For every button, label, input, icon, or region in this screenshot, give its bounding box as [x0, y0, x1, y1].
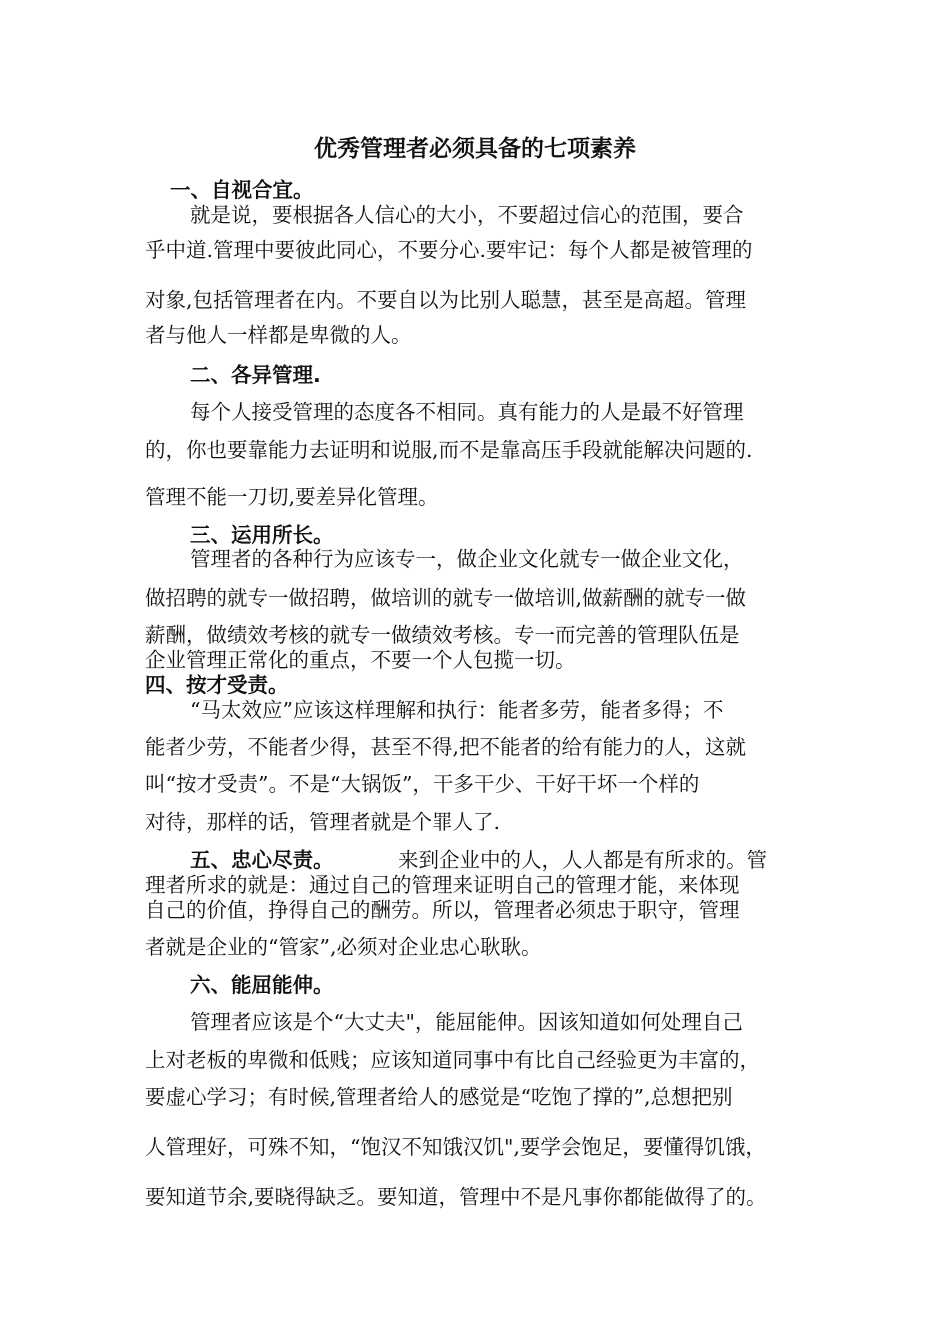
paragraph-line: 管理者应该是个“大丈夫"，能屈能伸。因该知道如何处理自己 [190, 1010, 743, 1034]
paragraph-line: “马太效应”应该这样理解和执行：能者多劳，能者多得；不 [190, 698, 724, 722]
paragraph-line: 要知道节余,要晓得缺乏。要知道，管理中不是凡事你都能做得了的。 [145, 1185, 767, 1209]
paragraph-line: 理者所求的就是：通过自己的管理来证明自己的管理才能，来体现 [145, 873, 740, 897]
paragraph-line: 每个人接受管理的态度各不相同。真有能力的人是最不好管理 [190, 400, 744, 424]
section-heading-1: 一、自视合宜。 [170, 178, 314, 202]
paragraph-line: 管理不能一刀切,要差异化管理。 [145, 485, 439, 509]
paragraph-line: 者就是企业的“管家”,必须对企业忠心耿耿。 [145, 935, 542, 959]
section-heading-4: 四、按才受责。 [145, 673, 289, 697]
paragraph-line: 薪酬，做绩效考核的就专一做绩效考核。专一而完善的管理队伍是 [145, 623, 740, 647]
section-heading-6: 六、能屈能伸。 [190, 973, 334, 997]
paragraph-line: 要虚心学习；有时候,管理者给人的感觉是“吃饱了撑的”,总想把别 [145, 1085, 733, 1109]
section-heading-3: 三、运用所长。 [190, 523, 334, 547]
paragraph-line: 的，你也要靠能力去证明和说服,而不是靠高压手段就能解决问题的. [145, 438, 753, 462]
paragraph-line: 上对老板的卑微和低贱；应该知道同事中有比自己经验更为丰富的， [145, 1048, 760, 1072]
paragraph-line: 能者少劳，不能者少得，甚至不得,把不能者的给有能力的人，这就 [145, 735, 747, 759]
paragraph-line: 对待，那样的话，管理者就是个罪人了. [145, 810, 501, 834]
paragraph-line: 来到企业中的人，人人都是有所求的。管 [398, 848, 767, 872]
paragraph-line: 自己的价值，挣得自己的酬劳。所以，管理者必须忠于职守，管理 [145, 898, 740, 922]
document-title: 优秀管理者必须具备的七项素养 [314, 136, 636, 162]
paragraph-line: 对象,包括管理者在内。不要自以为比别人聪慧，甚至是高超。管理 [145, 288, 747, 312]
paragraph-line: 乎中道.管理中要彼此同心，不要分心.要牢记：每个人都是被管理的 [145, 238, 753, 262]
paragraph-line: 就是说，要根据各人信心的大小，不要超过信心的范围，要合 [190, 203, 744, 227]
paragraph-line: 做招聘的就专一做招聘，做培训的就专一做培训,做薪酬的就专一做 [145, 586, 747, 610]
section-heading-2: 二、各异管理. [190, 363, 321, 387]
paragraph-line: 管理者的各种行为应该专一，做企业文化就专一做企业文化， [190, 547, 744, 571]
paragraph-line: 叫“按才受责”。不是“大锅饭”，干多干少、干好干坏一个样的 [145, 772, 700, 796]
paragraph-line: 者与他人一样都是卑微的人。 [145, 323, 412, 347]
paragraph-line: 企业管理正常化的重点，不要一个人包揽一切。 [145, 648, 576, 672]
section-heading-5: 五、忠心尽责。 [190, 848, 334, 872]
paragraph-line: 人管理好，可殊不知，“饱汉不知饿汉饥",要学会饱足，要懂得饥饿， [145, 1135, 766, 1159]
